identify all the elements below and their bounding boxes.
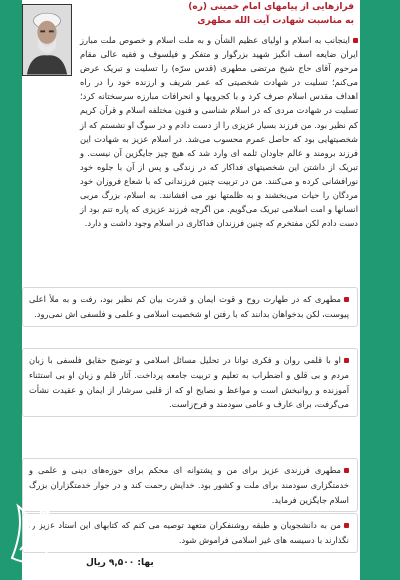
bullet-icon	[344, 297, 349, 302]
right-color-band	[360, 0, 400, 580]
header	[22, 0, 360, 32]
price-label: بها: ۹,۵۰۰ ریال	[86, 558, 154, 568]
quote-text: او با قلمی روان و فکری توانا در تحلیل مسائل اسلامی و توضیح حقایق فلسفی با زبان مردم و بی قلق و اضطراب به تعلیم و تربیت جامعه پرداخت. آثار قلم و زبان او بی استثناء آموزنده و روانبخش است و مواعظ و نصایح او که از قلبی سرشار از ایمان و عقیدت نشأت می‌گرفت، برای عارف و عامی سودمند و فرح‌زاست.	[29, 355, 349, 410]
quote-card-4	[22, 513, 358, 553]
bullet-icon	[344, 523, 349, 528]
bullet-icon	[344, 468, 349, 473]
quote-card-2	[22, 348, 358, 417]
quote-text: من به دانشجویان و طبقه روشنفکران متعهد توصیه می کنم که کتابهای این استاد عزیز را نگذارند با دسیسه های غیر اسلامی فراموش شود.	[29, 520, 349, 545]
quote-card-1	[22, 287, 358, 327]
portrait-photo	[22, 4, 72, 76]
publisher-logo-icon	[4, 488, 64, 574]
header-title: فرازهایی از پیامهای امام خمینی (ره)	[188, 2, 354, 12]
portrait-image	[23, 5, 71, 75]
intro-paragraph: اینجانب به اسلام و اولیای عظیم الشأن و به ملت اسلام و خصوص ملت مبارز ایران ضایعه اسف انگیز شهید بزرگوار و متفکر و فیلسوف و فقیه عالی مقام مرحوم آقای حاج شیخ مرتضی مطهری (قدس سرّه) را تسلیت و تبریک عرض می‌کنم؛ تسلیت در شهادت شخصیتی که عمر شریف و ارزنده خود را در راه اهداف مقدس اسلام صرف کرد و با کجرویها و انحرافات مبارزه سرسختانه کرد؛ تسلیت در شهادت مردی که در اسلام شناسی و فنون مختلفه اسلام و قرآن کریم کم نظیر بود. من فرزند بسیار عزیزی را از دست دادم و در سوگ او نشستم که از شخصیتهایی بود که حاصل عمرم محسوب می‌شد. در اسلام عزیز به شهادت این فرزند برومند و عالم جاودان ثلمه ای وارد شد که هیچ چیز جایگزین آن نیست. و تبریک از داشتن این شخصیتهای فداکار که در زندگی و پس از آن با جلوه خود نورافشانی کرده و می‌کنند. من در تربیت چنین فرزندانی که با شعاع فروزان خود مردگان را حیات می‌بخشند و به ظلمتها نور می افشانند. به اسلام، بزرگ مربی انسانها و امت اسلامی تبریک می‌گویم. من اگرچه فرزند عزیزی که پاره تنم بود از دست دادم لکن مفتخرم که چنین فرزندان فداکاری در اسلام وجود داشت و دارد.	[80, 35, 358, 229]
header-subtitle: به مناسبت شهادت آیت الله مطهری	[197, 16, 354, 26]
quote-text: مطهری که در طهارت روح و قوت ایمان و قدرت بیان کم نظیر بود، رفت و به ملأ اعلی پیوست، لکن بدخواهان بدانند که با رفتن او شخصیت اسلامی و علمی و فلسفی اش نمی‌رود.	[29, 294, 349, 319]
intro-block	[80, 33, 358, 230]
quote-text: مطهری فرزندی عزیز برای من و پشتوانه ای محکم برای حوزه‌های دینی و علمی و خدمتگزاری سودمند برای ملت و کشور بود. خدایش رحمت کند و در جوار خدمتگزاران بزرگ اسلام جایگزین فرماید.	[29, 465, 349, 505]
bullet-icon	[353, 38, 358, 43]
quote-card-3	[22, 458, 358, 512]
bullet-icon	[344, 358, 349, 363]
